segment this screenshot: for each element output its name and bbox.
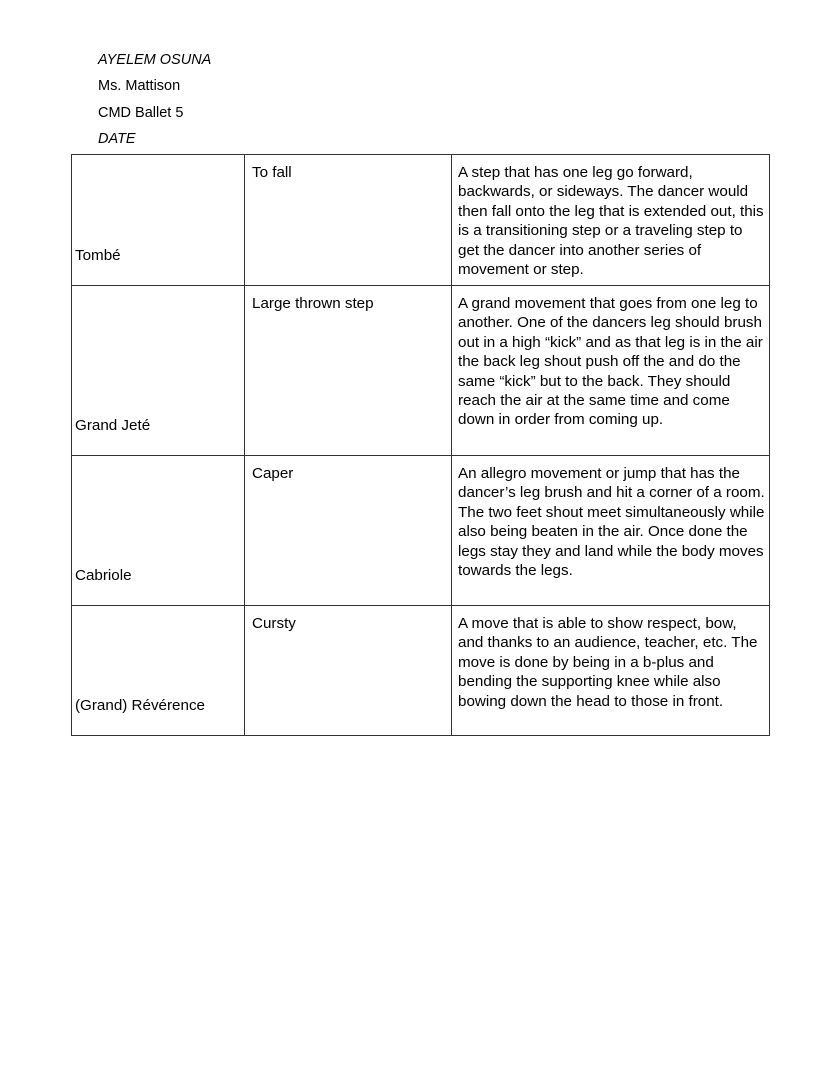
translation-cell: Cursty [245,606,452,736]
date-label: DATE [98,130,136,147]
table-row [72,606,770,736]
course-name: CMD Ballet 5 [98,104,184,121]
table-row [72,456,770,606]
term-cell: Cabriole [72,456,245,606]
translation-cell: To fall [245,155,452,286]
definition-cell: A step that has one leg go forward, backwards, or sideways. The dancer would then fall onto the leg that is extended out, this is a transitioning step or a traveling step to get the dancer into another series of movement or step. [452,155,770,286]
translation-cell: Large thrown step [245,286,452,456]
table-row [72,155,770,286]
translation-cell: Caper [245,456,452,606]
definition-cell: A move that is able to show respect, bow, and thanks to an audience, teacher, etc. The move is done by being in a b-plus and bending the supporting knee while also bowing down the head to those in front. [452,606,770,736]
term-cell: Grand Jeté [72,286,245,456]
table-row [72,286,770,456]
definition-cell: A grand movement that goes from one leg to another. One of the dancers leg should brush out in a high “kick” and as that leg is in the air the back leg shout push off the and do the same “kick” but to the back. They should reach the air at the same time and come down in order from coming up. [452,286,770,456]
definition-cell: An allegro movement or jump that has the dancer’s leg brush and hit a corner of a room. The two feet shout meet simultaneously while also being beaten in the air. Once done the legs stay they and land while the body moves towards the legs. [452,456,770,606]
term-cell: Tombé [72,155,245,286]
teacher-name: Ms. Mattison [98,78,181,95]
document-header [98,47,211,152]
ballet-terms-table [71,154,770,736]
term-cell: (Grand) Révérence [72,606,245,736]
student-name: AYELEM OSUNA [98,52,212,68]
